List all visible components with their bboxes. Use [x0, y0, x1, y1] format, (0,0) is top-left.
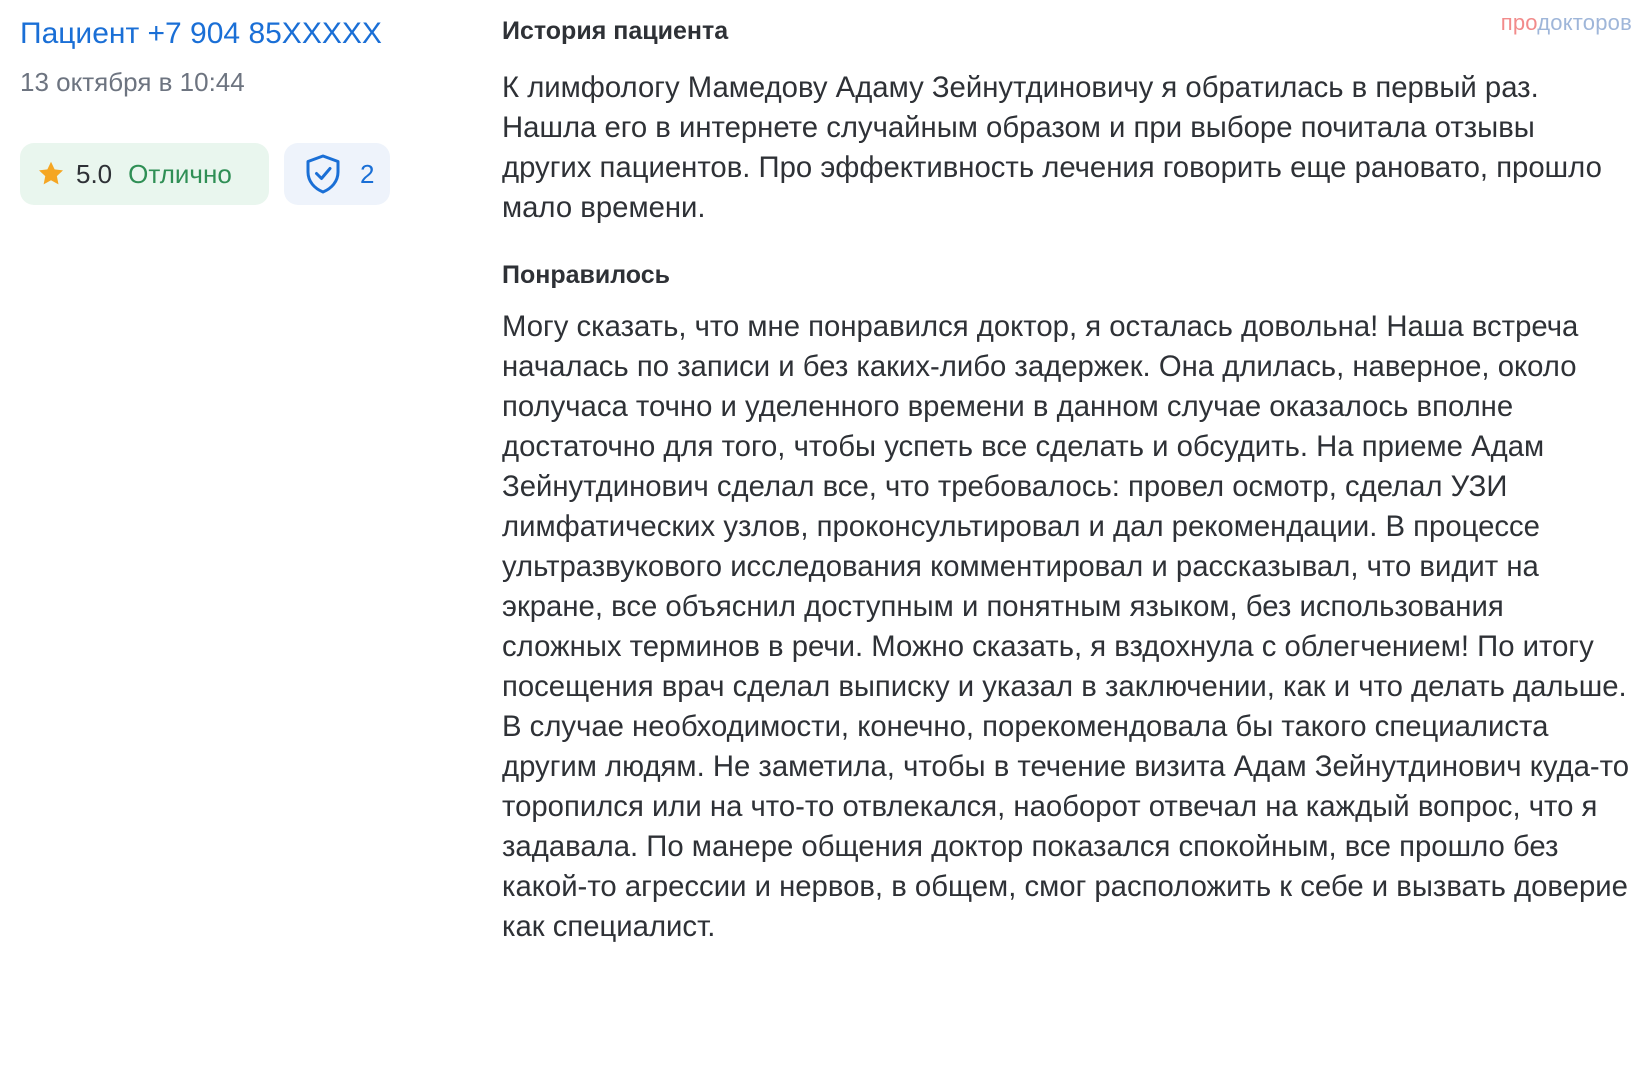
review-author-link[interactable]: Пациент +7 904 85XXXXX: [20, 17, 382, 50]
section-text-history: К лимфологу Мамедову Адаму Зейнутдиновичу я обратилась в первый раз. Нашла его в интернете случайным образом и при выборе почитала отзывы других пациентов. Про эффективность лечения говорить еще рановато, прошло мало времени.: [502, 71, 1602, 224]
prodoctorov-logo: [1501, 8, 1632, 38]
section-text-liked: Могу сказать, что мне понравился доктор, я осталась довольна! Наша встреча началась по записи и без каких-либо задержек. Она длилась, наверное, около получаса точно и уделенного времени в данном случае оказалось вполне достаточно для того, чтобы успеть все сделать и обсудить. На приеме Адам Зейнутдинович сделал все, что требовалось: провел осмотр, сделал УЗИ лимфатических узлов, проконсультировал и дал рекомендации. В процессе ультразвукового исследования комментировал и рассказывал, что видит на экране, все объяснил доступным и понятным языком, без использования сложных терминов в речи. Можно сказать, я вздохнула с облегчением! По итогу посещения врач сделал выписку и указал в заключении, как и что делать дальше. В случае необходимости, конечно, порекомендовала бы такого специалиста другим людям. Не заметила, чтобы в течение визита Адам Зейнутдинович куда-то торопился или на что-то отвлекался, наоборот отвечал на каждый вопрос, что я задавала. По манере общения доктор показался спокойным, все прошло без какой-то агрессии и нервов, в общем, смог расположить к себе и вызвать доверие как специалист.: [502, 310, 1630, 943]
rating-label: Отлично: [128, 158, 232, 189]
rating-score: 5.0: [76, 158, 113, 189]
shield-check-icon: [304, 153, 342, 195]
logo-part-pro: про: [1500, 10, 1538, 35]
section-title-liked: Понравилось: [502, 261, 671, 289]
verified-badge[interactable]: [284, 143, 390, 205]
section-title-history: История пациента: [502, 17, 729, 45]
rating-badge[interactable]: [20, 143, 269, 205]
star-icon: [36, 159, 66, 189]
review-date: 13 октября в 10:44: [20, 67, 245, 97]
verified-count: 2: [360, 158, 375, 189]
logo-part-doctors: докторов: [1537, 10, 1632, 35]
